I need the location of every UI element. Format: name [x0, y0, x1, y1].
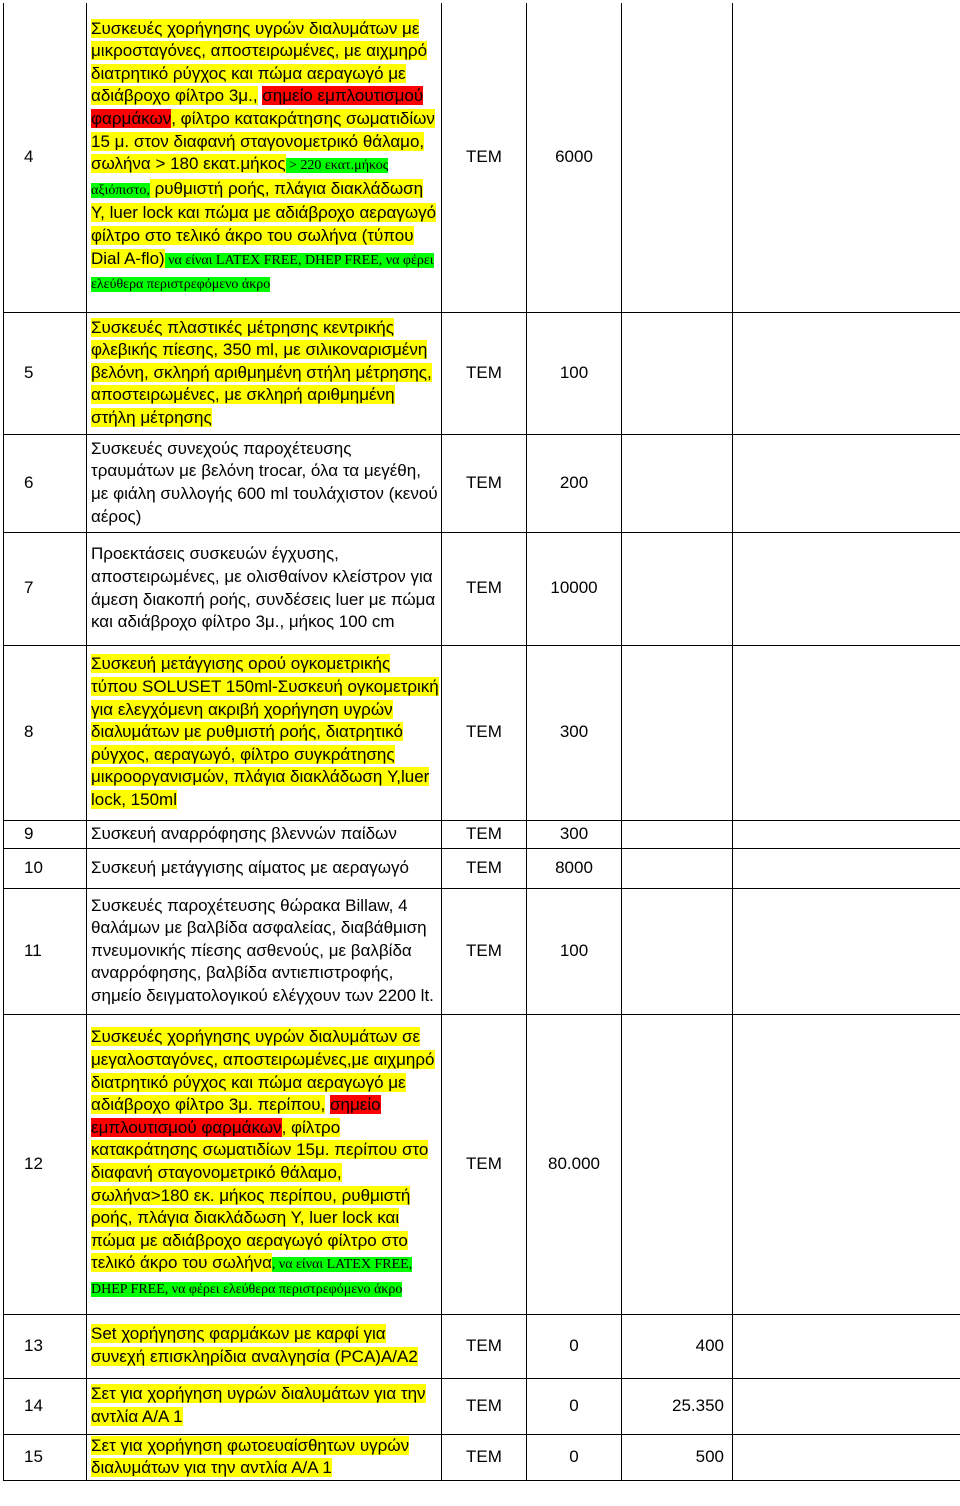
- item-quantity-2: [622, 3, 733, 312]
- item-quantity: 100: [527, 888, 622, 1014]
- item-unit: ΤΕΜ: [442, 820, 527, 848]
- description-segment: σημείο εμπλουτισμού φαρμάκων: [91, 86, 424, 129]
- description-segment: να είναι LATEX FREE, DHEP FREE, να φέρει ελεύθερα περιστρεφόμενο άκρο: [91, 252, 434, 293]
- item-description: [87, 434, 442, 532]
- item-quantity-2: [622, 532, 733, 645]
- item-quantity-2: [622, 820, 733, 848]
- description-segment: Σετ για χορήγηση υγρών διαλυμάτων για την αντλία Α/Α 1: [91, 1384, 426, 1426]
- item-unit: ΤΕΜ: [442, 3, 527, 312]
- empty-cell: [733, 312, 960, 434]
- item-unit: ΤΕΜ: [442, 312, 527, 434]
- items-table-body: [4, 3, 960, 1480]
- item-unit: ΤΕΜ: [442, 1014, 527, 1314]
- item-number: 4: [4, 3, 87, 312]
- item-number: 15: [4, 1434, 87, 1480]
- description-segment: ρυθμιστή ροής, πλάγια διακλάδωση Υ, luer lock και πώμα με αδιάβροχο αεραγωγό φίλτρο στο τελικό άκρο του σωλήνα (τύπου Dial A-flo): [91, 178, 437, 268]
- item-unit: ΤΕΜ: [442, 645, 527, 820]
- table-row: [4, 848, 960, 888]
- item-description: [87, 645, 442, 820]
- item-description: [87, 1314, 442, 1378]
- item-quantity: 8000: [527, 848, 622, 888]
- item-number: 10: [4, 848, 87, 888]
- item-number: 5: [4, 312, 87, 434]
- empty-cell: [733, 1014, 960, 1314]
- item-quantity: 80.000: [527, 1014, 622, 1314]
- item-quantity-2: [622, 848, 733, 888]
- empty-cell: [733, 645, 960, 820]
- item-unit: ΤΕΜ: [442, 888, 527, 1014]
- empty-cell: [733, 848, 960, 888]
- item-unit: ΤΕΜ: [442, 1314, 527, 1378]
- table-row: [4, 888, 960, 1014]
- table-row: [4, 312, 960, 434]
- item-quantity: 6000: [527, 3, 622, 312]
- item-quantity: 100: [527, 312, 622, 434]
- item-quantity: 0: [527, 1314, 622, 1378]
- description-segment: Set χορήγησης φαρμάκων με καρφί για συνεχή επισκληρίδια αναλγησία (PCA)A/A2: [91, 1324, 418, 1366]
- item-unit: ΤΕΜ: [442, 1434, 527, 1480]
- item-unit: ΤΕΜ: [442, 434, 527, 532]
- item-unit: ΤΕΜ: [442, 532, 527, 645]
- item-unit: ΤΕΜ: [442, 848, 527, 888]
- item-description: [87, 888, 442, 1014]
- description-segment: , φίλτρο κατακράτησης σωματιδίων 15 μ. στον διαφανή σταγονομετρικό θάλαμο, σωλήνα > 180 εκατ.μήκος: [91, 109, 435, 174]
- description-segment: Συσκευές συνεχούς παροχέτευσης τραυμάτων με βελόνη trocar, όλα τα μεγέθη, με φιάλη συλλογής 600 ml τουλάχιστον (κενού αέρος): [91, 438, 438, 526]
- table-row: [4, 434, 960, 532]
- items-table: [3, 3, 960, 1481]
- empty-cell: [733, 888, 960, 1014]
- item-description: [87, 532, 442, 645]
- item-number: 7: [4, 532, 87, 645]
- item-quantity-2: [622, 645, 733, 820]
- item-number: 14: [4, 1378, 87, 1434]
- item-quantity: 300: [527, 645, 622, 820]
- table-row: [4, 1314, 960, 1378]
- empty-cell: [733, 1314, 960, 1378]
- item-description: [87, 820, 442, 848]
- description-segment: Προεκτάσεις συσκευών έγχυσης, αποστειρωμένες, με ολισθαίνον κλείστρον για άμεση διακοπή ροής, συνδέσεις luer με πώμα και αδιάβροχο φίλτρο 3μ., μήκος 100 cm: [91, 544, 436, 632]
- description-segment: > 220 εκατ.μήκος αξιόπιστο,: [91, 158, 389, 198]
- description-segment: , να είναι LATEX FREE, DHEP FREE, να φέρει ελεύθερα περιστρεφόμενο άκρο: [91, 1257, 413, 1297]
- item-number: 9: [4, 820, 87, 848]
- empty-cell: [733, 3, 960, 312]
- item-quantity: 200: [527, 434, 622, 532]
- table-row: [4, 1434, 960, 1480]
- empty-cell: [733, 1378, 960, 1434]
- item-quantity-2: 25.350: [622, 1378, 733, 1434]
- description-segment: σημείο εμπλουτισμού φαρμάκων: [91, 1095, 381, 1137]
- description-segment: Συσκευή μετάγγισης ορού ογκομετρικής τύπου SOLUSET 150ml-Συσκευή ογκομετρική για ελεγχόμενη ακριβή χορήγηση υγρών διαλυμάτων με ρυθμιστή ροής, διατρητικό ρύγχος, αεραγωγό, φίλτρο συγκράτησης μικροοργανισμών, πλάγια διακλάδωση Y,luer lock, 150ml: [91, 654, 439, 809]
- description-segment: Συσκευές χορήγησης υγρών διαλυμάτων σε μεγαλοσταγόνες, αποστειρωμένες,με αιχμηρό διατρητικό ρύγχος και πώμα αεραγωγό με αδιάβροχο φίλτρο 3μ. περίπου,: [91, 1027, 435, 1115]
- empty-cell: [733, 434, 960, 532]
- table-row: [4, 3, 960, 312]
- item-description: [87, 1014, 442, 1314]
- table-row: [4, 645, 960, 820]
- description-segment: Συσκευές πλαστικές μέτρησης κεντρικής φλεβικής πίεσης, 350 ml, με σιλικοναρισμένη βελόνη, σκληρή αριθμημένη στήλη μέτρησης, αποστειρωμένες, με σκληρή αριθμημένη στήλη μέτρησης: [91, 317, 432, 427]
- table-row: [4, 820, 960, 848]
- empty-cell: [733, 532, 960, 645]
- empty-cell: [733, 1434, 960, 1480]
- item-description: [87, 3, 442, 312]
- item-number: 8: [4, 645, 87, 820]
- item-number: 12: [4, 1014, 87, 1314]
- item-number: 6: [4, 434, 87, 532]
- item-quantity: 0: [527, 1378, 622, 1434]
- item-quantity-2: [622, 312, 733, 434]
- item-quantity: 300: [527, 820, 622, 848]
- description-segment: Συσκευή μετάγγισης αίματος με αεραγωγό: [91, 857, 409, 877]
- item-quantity: 0: [527, 1434, 622, 1480]
- item-quantity-2: [622, 434, 733, 532]
- item-description: [87, 1434, 442, 1480]
- description-segment: Συσκευές χορήγησης υγρών διαλυμάτων με μικροσταγόνες, αποστειρωμένες, με αιχμηρό διατρητικό ρύγχος και πώμα αεραγωγό με αδιάβροχο φίλτρο 3μ.,: [91, 18, 428, 106]
- description-segment: Συσκευές παροχέτευσης θώρακα Billaw, 4 θαλάμων με βαλβίδα ασφαλείας, διαβάθμιση πνευμονικής πίεσης ασθενούς, με βαλβίδα αναρρόφησης, βαλβίδα αντιεπιστροφής, σημείο δειγματολογικού ελέγχουν των 2200 lt.: [91, 895, 434, 1005]
- description-segment: Σετ για χορήγηση φωτοευαίσθητων υγρών διαλυμάτων για την αντλία Α/Α 1: [91, 1435, 410, 1478]
- table-row: [4, 1014, 960, 1314]
- item-number: 13: [4, 1314, 87, 1378]
- item-quantity-2: [622, 1014, 733, 1314]
- table-row: [4, 1378, 960, 1434]
- item-unit: ΤΕΜ: [442, 1378, 527, 1434]
- item-quantity-2: 500: [622, 1434, 733, 1480]
- table-row: [4, 532, 960, 645]
- description-segment: , φίλτρο κατακράτησης σωματιδίων 15μ. περίπου στο διαφανή σταγονομετρικό θάλαμο, σωλήνα>180 εκ. μήκος περίπου, ρυθμιστή ροής, πλάγια διακλάδωση Υ, luer lock και πώμα με αδιάβροχο αεραγωγό φίλτρο στο τελικό άκρο του σωλήνα: [91, 1117, 429, 1273]
- item-quantity-2: [622, 888, 733, 1014]
- description-segment: Συσκευή αναρρόφησης βλεννών παίδων: [91, 823, 397, 843]
- item-number: 11: [4, 888, 87, 1014]
- item-description: [87, 848, 442, 888]
- item-quantity: 10000: [527, 532, 622, 645]
- item-description: [87, 1378, 442, 1434]
- item-quantity-2: 400: [622, 1314, 733, 1378]
- empty-cell: [733, 820, 960, 848]
- item-description: [87, 312, 442, 434]
